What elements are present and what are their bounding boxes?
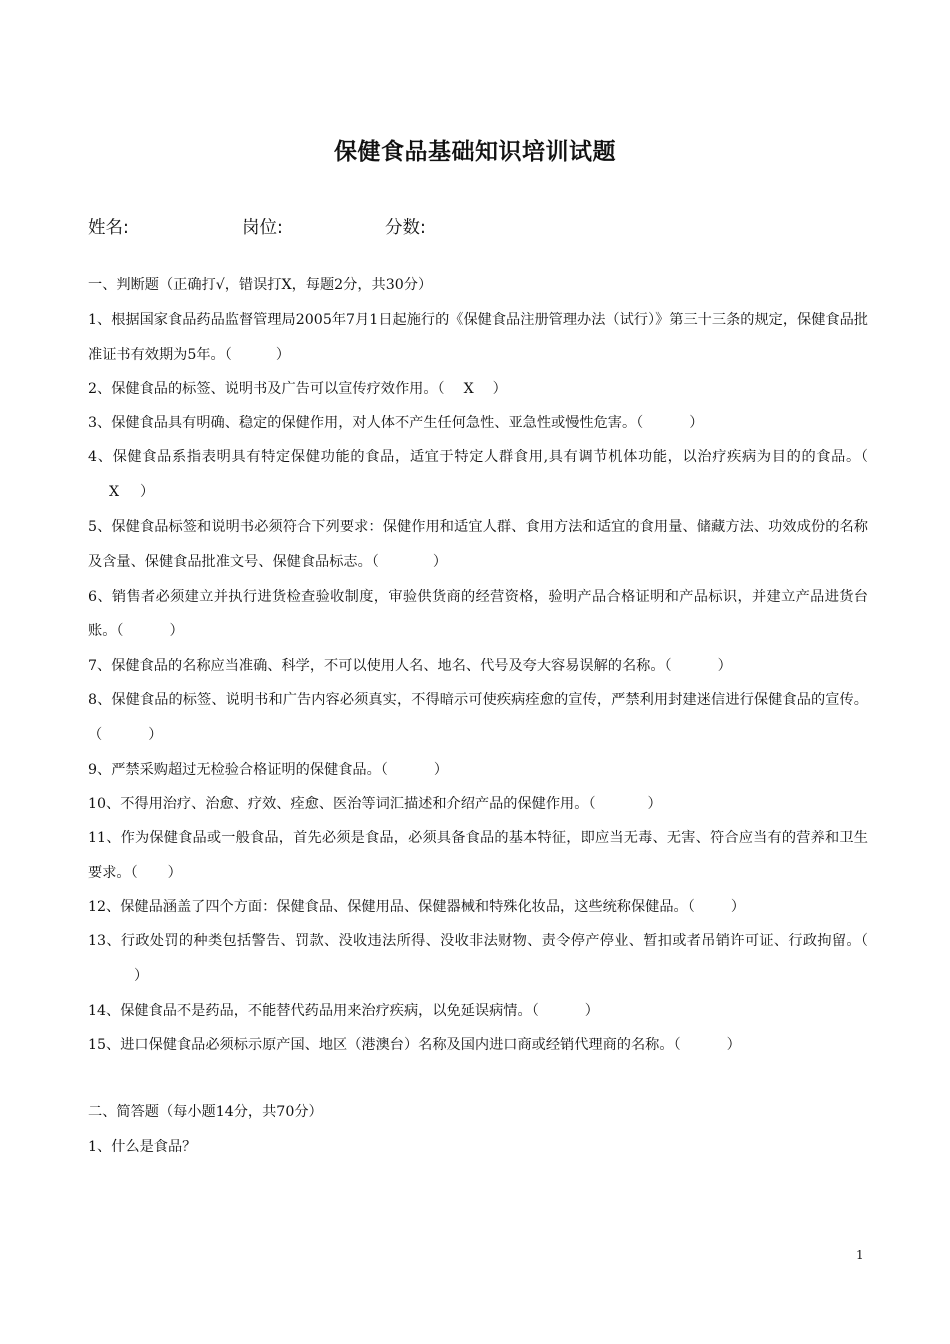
answer-open: （ (687, 899, 695, 916)
answer-open: （ (88, 726, 103, 743)
question-text: 13、行政处罚的种类包括警告、罚款、没收违法所得、没收非法财物、责令停产停业、暂扣或者吊销许可证、行政拘留。 (88, 933, 861, 950)
answer-close: ） (584, 1002, 599, 1019)
answer-open: （ (130, 864, 138, 881)
answer-close: ） (726, 1036, 741, 1053)
question-13 (88, 924, 868, 994)
answer-open: （ (664, 658, 672, 675)
answer-close: ） (433, 761, 449, 778)
section-heading: 一、判断题（正确打√，错误打X，每题2分，共30分） (88, 277, 433, 293)
answer-open: （ (224, 346, 232, 363)
name-label: 姓名: (88, 218, 129, 238)
answer-close: ） (492, 381, 507, 398)
question-text: 12、保健品涵盖了四个方面：保健食品、保健用品、保健器械和特殊化妆品，这些统称保健品。 (88, 899, 688, 916)
question-text: 14、保健食品不是药品，不能替代药品用来治疗疾病，以免延误病情。 (88, 1002, 532, 1019)
question-text: 1、根据国家食品药品监督管理局2005年7月1日起施行的《保健食品注册管理办法（试行）》第三十三条的规定，保健食品批准证书有效期为5年。 (88, 311, 868, 363)
answer-close: ） (134, 968, 149, 985)
answer-open: （ (588, 795, 596, 812)
answer-open: （ (531, 1002, 539, 1019)
answer-close: ） (169, 623, 184, 640)
position-label: 岗位: (242, 218, 283, 238)
answer-blank[interactable]: X (463, 381, 474, 398)
question-9 (88, 753, 868, 787)
question-text: 8、保健食品的标签、说明书和广告内容必须真实，不得暗示可使疾病痊愈的宣传，严禁利用封建迷信进行保健食品的宣传。 (88, 692, 868, 709)
question-text: 3、保健食品具有明确、稳定的保健作用，对人体不产生任何急性、亚急性或慢性危害。 (88, 415, 637, 432)
answer-open: （ (673, 1036, 681, 1053)
answer-open: （ (380, 761, 388, 778)
info-row (88, 214, 788, 240)
question-6 (88, 580, 868, 650)
section-true-false (88, 268, 868, 1062)
question-8 (88, 683, 868, 753)
answer-close: ） (275, 346, 291, 363)
question-11 (88, 821, 868, 891)
question-3 (88, 406, 868, 440)
question-1 (88, 1130, 868, 1165)
answer-open: （ (437, 381, 445, 398)
question-4 (88, 440, 868, 510)
question-1 (88, 303, 868, 373)
question-15 (88, 1028, 868, 1062)
question-2 (88, 372, 868, 406)
answer-open: （ (860, 933, 868, 950)
question-text: 4、保健食品系指表明具有特定保健功能的食品，适宜于特定人群食用,具有调节机体功能，以治疗疾病为目的的食品。 (88, 449, 861, 466)
page-number: 1 (856, 1248, 864, 1262)
answer-close: ） (730, 899, 746, 916)
question-text: 1、什么是食品？ (88, 1138, 197, 1155)
answer-close: ） (647, 795, 662, 812)
answer-open: （ (860, 449, 868, 466)
page-title: 保健食品基础知识培训试题 (334, 139, 616, 165)
question-text: 11、作为保健食品或一般食品，首先必须是食品，必须具备食品的基本特征，即应当无毒、无害、符合应当有的营养和卫生要求。 (88, 829, 868, 881)
answer-close: ） (432, 553, 448, 570)
question-text: 15、进口保健食品必须标示原产国、地区（港澳台）名称及国内进口商或经销代理商的名称。 (88, 1036, 674, 1053)
question-text: 6、销售者必须建立并执行进货检查验收制度，审验供货商的经营资格，验明产品合格证明和产品标识，并建立产品进货台账。 (88, 588, 868, 640)
score-label: 分数: (385, 218, 426, 238)
answer-close: ） (717, 658, 732, 675)
answer-close: ） (689, 415, 704, 432)
answer-close: ） (148, 726, 163, 743)
question-text: 2、保健食品的标签、说明书及广告可以宣传疗效作用。 (88, 381, 438, 398)
question-12 (88, 890, 868, 924)
answer-open: （ (116, 623, 124, 640)
section-short-answer (88, 1095, 868, 1165)
answer-blank[interactable]: X (108, 484, 120, 501)
question-text: 10、不得用治疗、治愈、疗效、痊愈、医治等词汇描述和介绍产品的保健作用。 (88, 795, 589, 812)
question-text: 7、保健食品的名称应当准确、科学，不可以使用人名、地名、代号及夸大容易误解的名称。 (88, 658, 665, 675)
question-text: 5、保健食品标签和说明书必须符合下列要求：保健作用和适宜人群、食用方法和适宜的食用量、储藏方法、功效成份的名称及含量、保健食品批准文号、保健食品标志。 (88, 518, 868, 570)
answer-close: ） (167, 864, 182, 881)
question-14 (88, 994, 868, 1028)
question-text: 9、严禁采购超过无检验合格证明的保健食品。 (88, 761, 381, 778)
answer-close: ） (140, 484, 155, 501)
question-5 (88, 510, 868, 580)
section-heading: 二、简答题（每小题14分，共70分） (88, 1104, 323, 1120)
answer-open: （ (371, 553, 379, 570)
answer-open: （ (636, 415, 644, 432)
question-10 (88, 787, 868, 821)
question-7 (88, 649, 868, 683)
